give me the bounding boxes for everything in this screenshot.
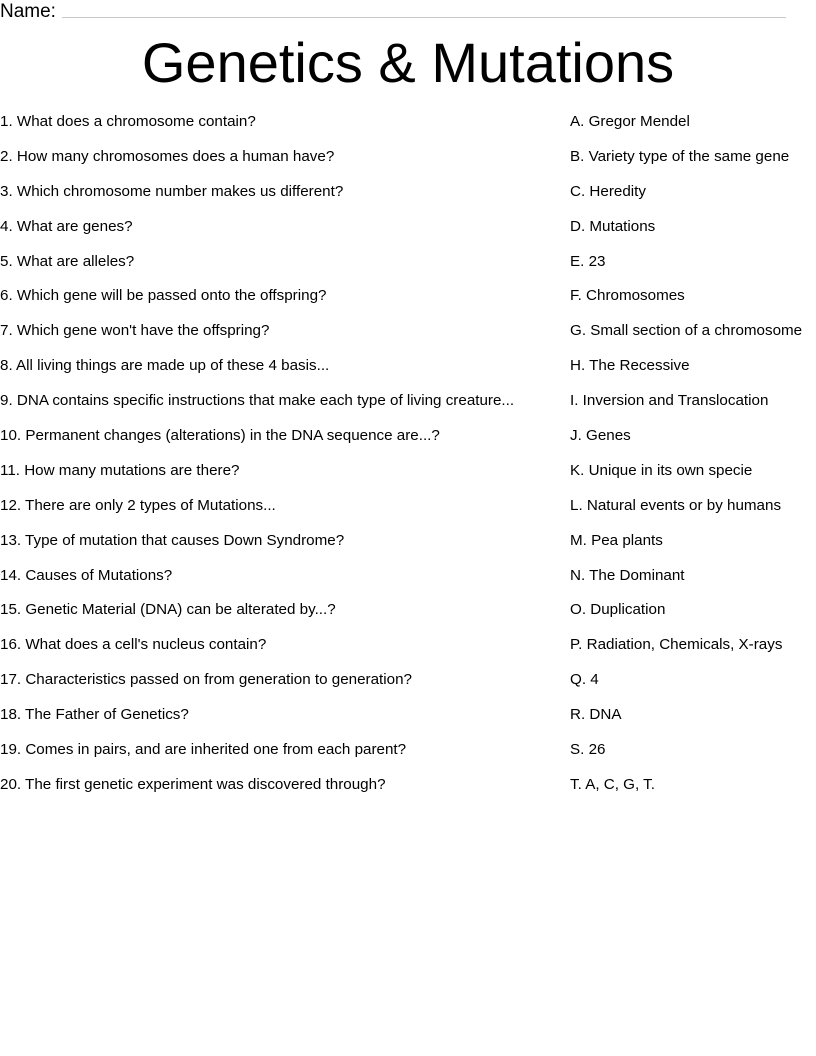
answer-item: G. Small section of a chromosome [570,322,803,340]
question-item: 8. All living things are made up of these 4 basis... [0,357,330,375]
question-item: 6. Which gene will be passed onto the offspring? [0,287,327,305]
question-item: 15. Genetic Material (DNA) can be alterated by...? [0,601,336,619]
question-item: 18. The Father of Genetics? [0,706,189,724]
question-item: 20. The first genetic experiment was discovered through? [0,775,386,793]
answer-item: K. Unique in its own specie [570,461,753,479]
answer-item: F. Chromosomes [570,287,685,305]
answers-list [570,112,816,810]
question-item: 17. Characteristics passed on from generation to generation? [0,671,412,689]
question-item: 19. Comes in pairs, and are inherited one from each parent? [0,741,407,759]
questions-list [0,112,560,810]
question-item: 5. What are alleles? [0,252,135,270]
answer-item: L. Natural events or by humans [570,496,782,514]
answer-item: O. Duplication [570,601,666,619]
question-item: 4. What are genes? [0,217,133,235]
answer-item: J. Genes [570,427,631,445]
answer-item: Q. 4 [570,671,599,689]
question-item: 16. What does a cell's nucleus contain? [0,636,267,654]
answer-item: E. 23 [570,252,606,270]
question-item: 10. Permanent changes (alterations) in the DNA sequence are...? [0,427,440,445]
answer-item: H. The Recessive [570,357,690,375]
name-label: Name: [0,1,56,22]
question-item: 11. How many mutations are there? [0,461,240,479]
page-title: Genetics & Mutations [141,31,675,94]
question-item: 14. Causes of Mutations? [0,566,173,584]
name-field-row [0,0,56,22]
answer-item: T. A, C, G, T. [570,775,655,793]
answer-item: P. Radiation, Chemicals, X-rays [570,636,783,654]
question-item: 12. There are only 2 types of Mutations... [0,496,276,514]
question-item: 13. Type of mutation that causes Down Syndrome? [0,531,345,549]
answer-item: R. DNA [570,706,622,724]
answer-item: D. Mutations [570,217,656,235]
question-item: 7. Which gene won't have the offspring? [0,322,270,340]
name-write-line[interactable] [62,17,786,18]
question-item: 1. What does a chromosome contain? [0,113,256,130]
question-item: 2. How many chromosomes does a human have? [0,147,335,165]
question-item: 3. Which chromosome number makes us different? [0,182,344,200]
answer-item: N. The Dominant [570,566,685,584]
answer-item: B. Variety type of the same gene [570,147,790,165]
question-item: 9. DNA contains specific instructions that make each type of living creature... [0,392,515,410]
answer-item: A. Gregor Mendel [570,113,690,130]
answer-item: M. Pea plants [570,531,663,549]
answer-item: C. Heredity [570,182,646,200]
answer-item: I. Inversion and Translocation [570,392,769,410]
answer-item: S. 26 [570,741,606,759]
